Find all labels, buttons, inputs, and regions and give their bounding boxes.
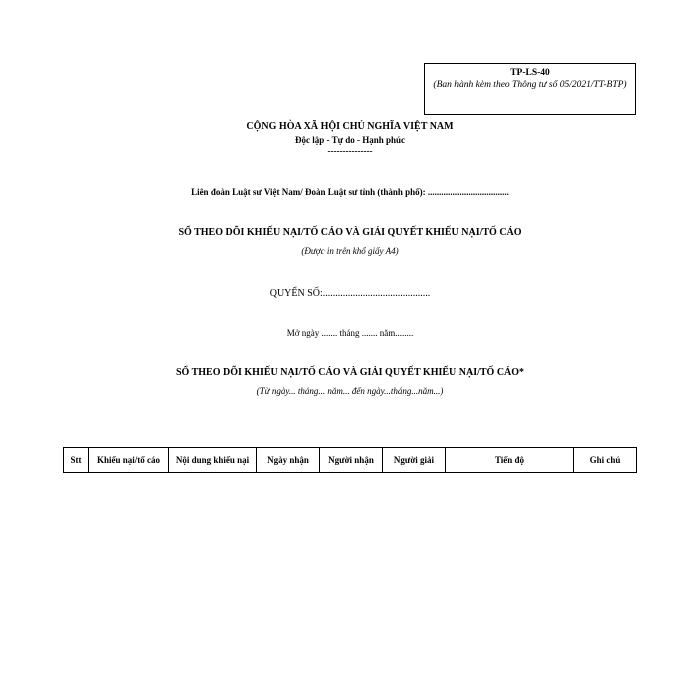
- organization-line: Liên đoàn Luật sư Việt Nam/ Đoàn Luật sư tỉnh (thành phố): ....................................: [191, 187, 509, 197]
- column-header-date-received: Ngày nhận: [257, 448, 320, 473]
- column-header-receiver: Người nhận: [320, 448, 383, 473]
- column-header-progress: Tiến độ: [446, 448, 574, 473]
- column-header-stt: Stt: [64, 448, 89, 473]
- column-header-complaint-content: Nội dung khiếu nại: [169, 448, 257, 473]
- motto-divider: ---------------: [327, 146, 373, 156]
- form-issuance-note: (Ban hành kèm theo Thông tư số 05/2021/TT-BTP): [433, 80, 627, 90]
- tracking-table: [63, 447, 637, 473]
- column-header-resolver: Người giải: [383, 448, 446, 473]
- national-motto: Độc lập - Tự do - Hạnh phúc: [294, 135, 405, 145]
- form-code: TP-LS-40: [510, 68, 550, 78]
- volume-number-line: QUYỂN SỐ:...........................................: [269, 288, 431, 299]
- country-name: CỘNG HÒA XÃ HỘI CHỦ NGHĨA VIỆT NAM: [246, 121, 454, 132]
- inner-period: (Từ ngày... tháng... năm... đến ngày...tháng...năm...): [256, 386, 444, 396]
- cover-title: SỔ THEO DÕI KHIẾU NẠI/TỐ CÁO VÀ GIẢI QUYẾT KHIẾU NẠI/TỐ CÁO: [178, 227, 522, 238]
- inner-title: SỔ THEO DÕI KHIẾU NẠI/TỐ CÁO VÀ GIẢI QUYẾT KHIẾU NẠI/TỐ CÁO*: [175, 367, 525, 378]
- opened-date-line: Mở ngày ....... tháng ....... năm........: [286, 328, 414, 338]
- column-header-notes: Ghi chú: [574, 448, 637, 473]
- column-header-complaint-type: Khiếu nại/tố cáo: [89, 448, 169, 473]
- table-header-row: [64, 448, 637, 473]
- form-code-box: [424, 63, 636, 115]
- cover-subtitle: (Được in trên khổ giấy A4): [301, 246, 399, 256]
